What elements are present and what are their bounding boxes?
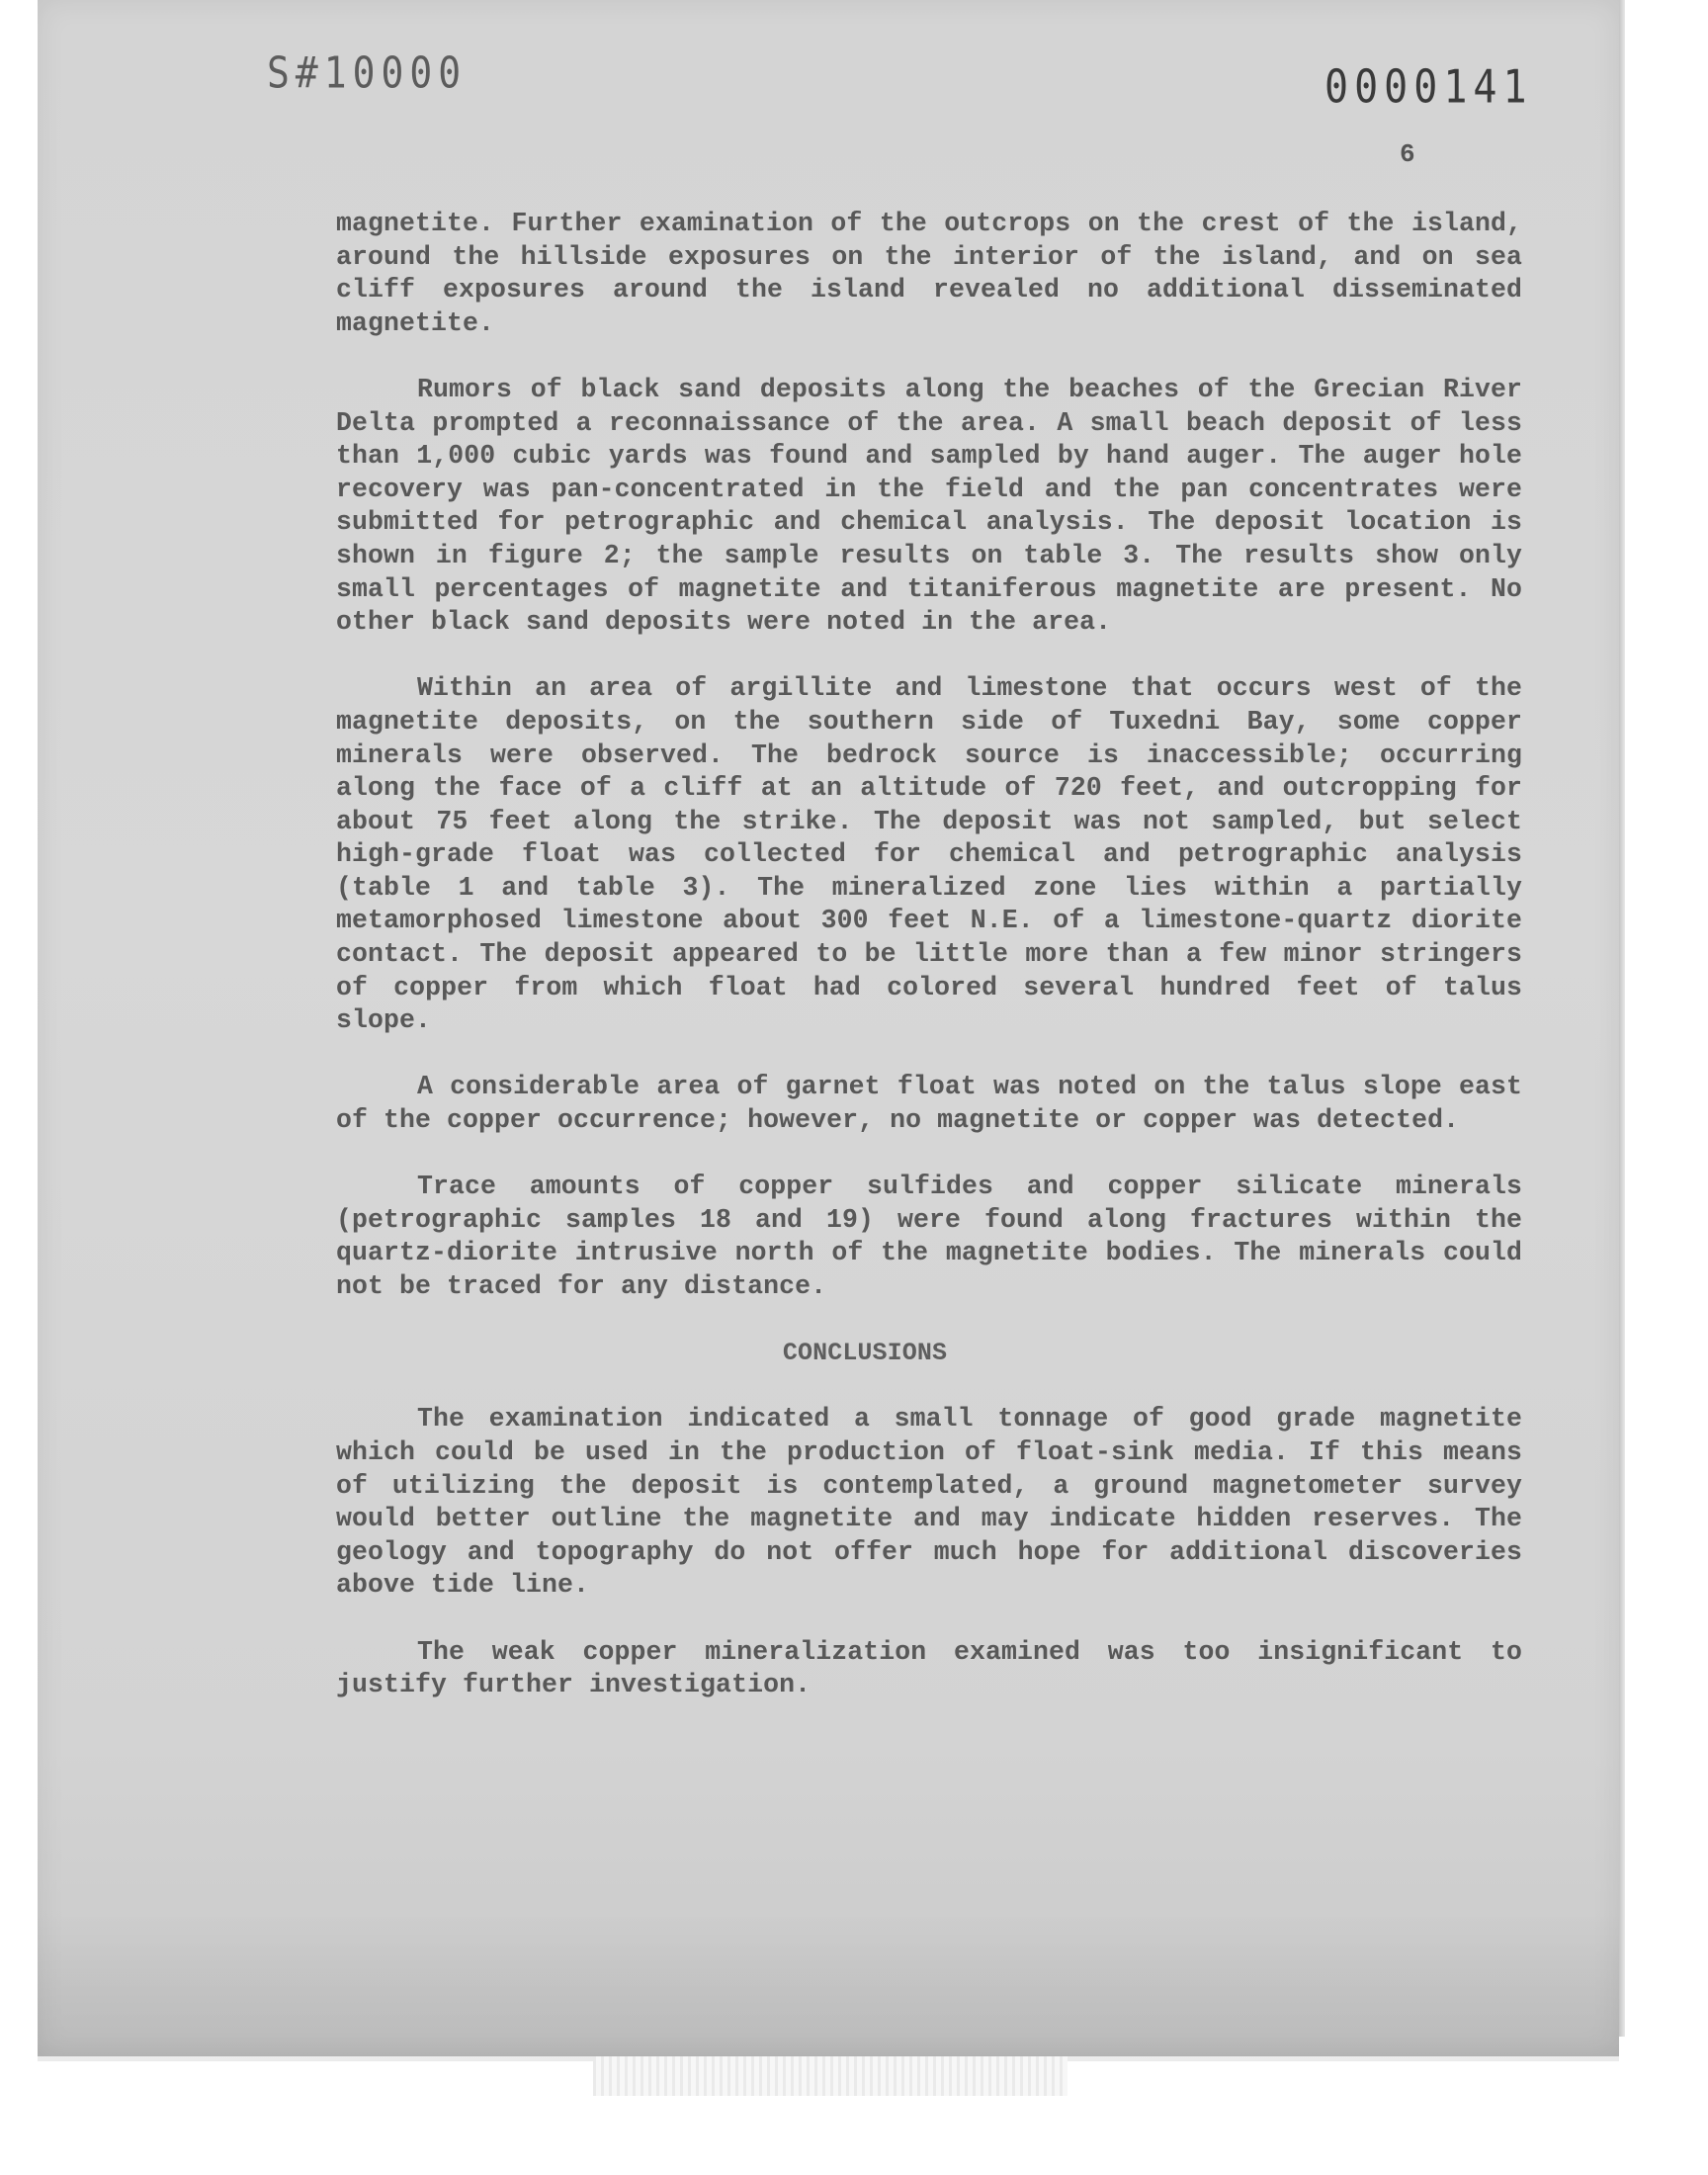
document-stamp-left: S#10000 bbox=[267, 47, 468, 98]
paragraph: The examination indicated a small tonnage of good grade magnetite which could be used in the production of float-sink media. If this means of utilizing the deposit is contemplated, a ground magnetometer survey would better outline the magnetite and may indicate hidden reserves. The geology and topography do not offer much hope for additional discoveries above tide line. bbox=[336, 1404, 1522, 1601]
paragraph: Trace amounts of copper sulfides and copper silicate minerals (petrographic samples 18 and 19) were found along fractures within the quartz-diorite intrusive north of the magnetite bodies. The minerals could not be traced for any distance. bbox=[336, 1172, 1522, 1301]
paragraph: magnetite. Further examination of the outcrops on the crest of the island, around the hillside exposures on the interior of the island, and on sea cliff exposures around the island revealed no additional disseminated magnetite. bbox=[336, 209, 1522, 338]
paragraph: Rumors of black sand deposits along the beaches of the Grecian River Delta prompted a reconnaissance of the area. A small beach deposit of less than 1,000 cubic yards was found and sampled by hand auger. The auger hole recovery was pan-concentrated in the field and the pan concentrates were submitted for petrographic and chemical analysis. The deposit location is shown in figure 2; the sample results on table 3. The results show only small percentages of magnetite and titaniferous magnetite are present. No other black sand deposits were noted in the area. bbox=[336, 374, 1522, 638]
paragraph: A considerable area of garnet float was noted on the talus slope east of the copper occurrence; however, no magnetite or copper was detected. bbox=[336, 1072, 1522, 1136]
section-heading: CONCLUSIONS bbox=[782, 1339, 948, 1368]
page-shadow-band bbox=[38, 1913, 1619, 2061]
paragraph: Within an area of argillite and limestone that occurs west of the magnetite deposits, on the southern side of Tuxedni Bay, some copper minerals were observed. The bedrock source is inaccessible; occurring along the face of a cliff at an altitude of 720 feet, and outcropping for about 75 feet along the strike. The deposit was not sampled, but select high-grade float was collected for chemical and petrographic analysis (table 1 and table 3). The mineralized zone lies within a partially metamorphosed limestone about 300 feet N.E. of a limestone-quartz diorite contact. The deposit appeared to be little more than a few minor stringers of copper from which float had colored several hundred feet of talus slope. bbox=[336, 673, 1522, 1036]
scan-artifact-strip bbox=[593, 2056, 1068, 2096]
document-stamp-right: 0000141 bbox=[1324, 61, 1533, 114]
paragraph: The weak copper mineralization examined was too insignificant to justify further investigation. bbox=[336, 1636, 1522, 1700]
page-edge bbox=[1619, 0, 1625, 2037]
document-body bbox=[336, 208, 1522, 1735]
page-number: 6 bbox=[1400, 139, 1415, 169]
